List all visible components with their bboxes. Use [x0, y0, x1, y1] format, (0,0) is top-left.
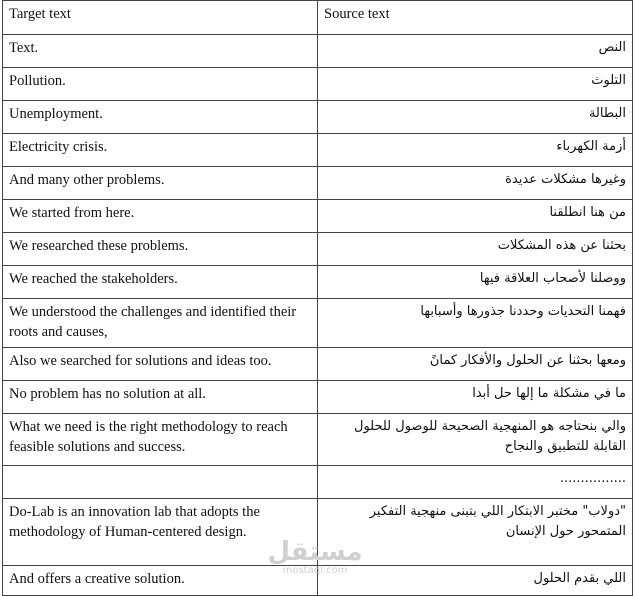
- source-cell: أزمة الكهرباء: [318, 134, 633, 167]
- target-cell: We reached the stakeholders.: [3, 266, 318, 299]
- source-cell: والي بنحتاجه هو المنهجية الصحيحة للوصول للحلول القابلة للتطبيق والنجاح: [318, 414, 633, 466]
- watermark-latin: mostaql.com: [282, 565, 348, 576]
- source-cell: التلوث: [318, 68, 633, 101]
- source-cell: ووصلنا لأصحاب العلاقة فيها: [318, 266, 633, 299]
- target-cell: And many other problems.: [3, 167, 318, 200]
- target-cell: We understood the challenges and identified their roots and causes,: [3, 299, 318, 348]
- target-cell: We researched these problems.: [3, 233, 318, 266]
- source-cell: من هنا انطلقنا: [318, 200, 633, 233]
- table-row: [3, 35, 633, 68]
- table-row: [3, 499, 633, 566]
- table-row: [3, 200, 633, 233]
- source-cell: النص: [318, 35, 633, 68]
- table-row: [3, 134, 633, 167]
- table-row: [3, 266, 633, 299]
- target-cell: No problem has no solution at all.: [3, 381, 318, 414]
- target-cell: Electricity crisis.: [3, 134, 318, 167]
- table-row: [3, 414, 633, 466]
- source-cell: ومعها بحثنا عن الحلول والأفكار كمانً: [318, 348, 633, 381]
- target-cell: Also we searched for solutions and ideas too.: [3, 348, 318, 381]
- source-cell: البطالة: [318, 101, 633, 134]
- target-cell: Text.: [3, 35, 318, 68]
- table-row: [3, 466, 633, 499]
- source-cell: وغيرها مشكلات عديدة: [318, 167, 633, 200]
- target-column-header: Target text: [3, 1, 318, 35]
- source-cell: اللي بقدم الحلول: [318, 566, 633, 596]
- source-cell: ................: [318, 466, 633, 499]
- translation-table: [2, 0, 633, 596]
- source-cell: فهمنا التحديات وحددنا جذورها وأسبابها: [318, 299, 633, 348]
- table-row: [3, 299, 633, 348]
- watermark-arabic: مستقل: [267, 537, 363, 567]
- source-column-header: Source text: [318, 1, 633, 35]
- table-header-row: [3, 1, 633, 35]
- table-row: [3, 348, 633, 381]
- table-row: [3, 167, 633, 200]
- source-cell: بحثنا عن هذه المشكلات: [318, 233, 633, 266]
- table-row: [3, 566, 633, 596]
- translation-table-container: [2, 0, 632, 596]
- target-cell: What we need is the right methodology to reach feasible solutions and success.: [3, 414, 318, 466]
- table-row: [3, 381, 633, 414]
- target-cell: Unemployment.: [3, 101, 318, 134]
- target-cell: [3, 466, 318, 499]
- table-row: [3, 233, 633, 266]
- source-cell: ما في مشكلة ما إلها حل أبدا: [318, 381, 633, 414]
- table-row: [3, 68, 633, 101]
- target-cell: Do-Lab is an innovation lab that adopts the methodology of Human-centered design.: [3, 499, 318, 566]
- table-row: [3, 101, 633, 134]
- target-cell: And offers a creative solution.: [3, 566, 318, 596]
- source-cell: "دولاب" مختبر الابتكار اللي بتبنى منهجية التفكير المتمحور حول الإنسان: [318, 499, 633, 566]
- target-cell: Pollution.: [3, 68, 318, 101]
- target-cell: We started from here.: [3, 200, 318, 233]
